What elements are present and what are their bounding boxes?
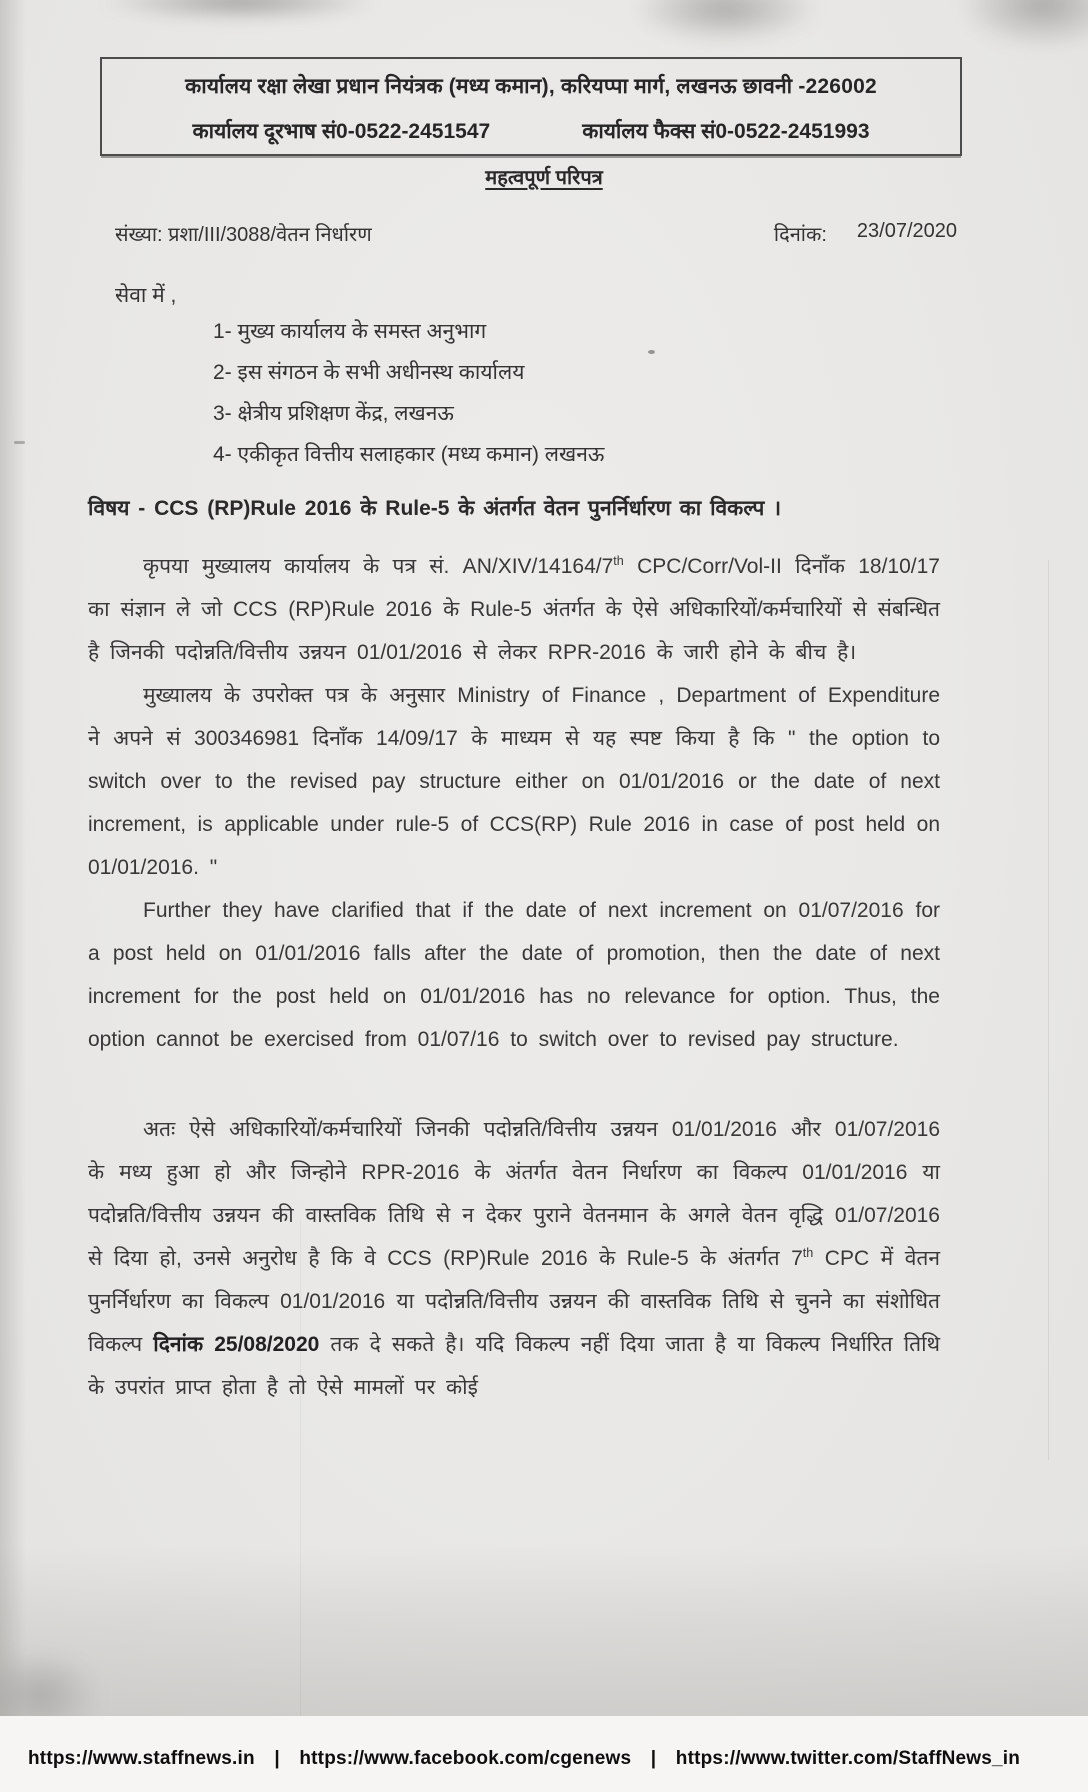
footer-links (28, 1748, 1020, 1770)
letter-body (88, 545, 940, 1409)
office-name: कार्यालय रक्षा लेखा प्रधान नियंत्रक (मध्य कमान), करियप्पा मार्ग, लखनऊ छावनी -226002 (185, 75, 877, 98)
scan-speck (648, 350, 655, 354)
addressee-item: 4- एकीकृत वित्तीय सलाहकार (मध्य कमान) लखनऊ (213, 443, 605, 466)
subject-line: विषय - CCS (RP)Rule 2016 के Rule-5 के अंतर्गत वेतन पुनर्निर्धारण का विकल्प । (88, 497, 782, 520)
scan-shading-bottom (0, 1545, 1088, 1716)
footer-separator: | (274, 1748, 280, 1769)
addressee-item: 1- मुख्य कार्यालय के समस्त अनुभाग (213, 320, 487, 343)
circular-title: महत्वपूर्ण परिपत्र (485, 167, 603, 189)
reference-number: संख्या: प्रशा/III/3088/वेतन निर्धारण (115, 224, 372, 246)
scan-speck (14, 441, 25, 444)
addressee-item: 2- इस संगठन के सभी अधीनस्थ कार्यालय (213, 361, 525, 384)
body-paragraph-4: अतः ऐसे अधिकारियों/कर्मचारियों जिनकी पदोन्नति/वित्तीय उन्नयन 01/01/2016 और 01/07/2016 के मध्य हुआ हो और जिन्होने RPR-2016 के अंतर्गत वेतन निर्धारण का विकल्प 01/01/2016 या पदोन्नति/वित्तीय उन्नयन की वास्तविक तिथि से न देकर पुराने वेतनमान के अगले वेतन वृद्धि 01/07/2016 से दिया हो, उनसे अनुरोध है कि वे CCS (RP)Rule 2016 के Rule-5 के अंतर्गत 7th CPC में वेतन पुनर्निर्धारण का विकल्प 01/01/2016 या पदोन्नति/वित्तीय उन्नयन की वास्तविक तिथि से चुनने का संशोधित विकल्प दिनांक 25/08/2020 तक दे सकते है। यदि विकल्प नहीं दिया जाता है या विकल्प निर्धारित तिथि के उपरांत प्राप्त होता है तो ऐसे मामलों पर कोई (88, 1118, 941, 1399)
footer-link-twitter: https://www.twitter.com/StaffNews_in (675, 1748, 1021, 1769)
footer-link-facebook: https://www.facebook.com/cgenews (299, 1748, 632, 1769)
date-label: दिनांक: (773, 224, 827, 246)
date-value: 23/07/2020 (856, 220, 957, 242)
office-phone: कार्यालय दूरभाष सं0-0522-2451547 (192, 120, 491, 143)
paper-crease-right (1048, 560, 1049, 1460)
footer-separator: | (650, 1748, 657, 1769)
scan-smudge-top-right (958, 0, 1088, 50)
addressee-item: 3- क्षेत्रीय प्रशिक्षण केंद्र, लखनऊ (213, 402, 454, 425)
salutation: सेवा में , (115, 284, 177, 307)
letterhead-box (100, 57, 962, 156)
body-paragraph-3: Further they have clarified that if the date of next increment on 01/07/2016 for a post held on 01/01/2016 falls after the date of promotion, then the date of next increment for the post held on 01/01/2016 has no relevance for option. Thus, the option cannot be exercised from 01/07/16 to switch over to revised pay structure. (88, 899, 940, 1051)
body-paragraph-1: कृपया मुख्यालय कार्यालय के पत्र सं. AN/XIV/14164/7th CPC/Corr/Vol-II दिनाँक 18/10/17 का संज्ञान ले जो CCS (RP)Rule 2016 के Rule-5 अंतर्गत के ऐसे अधिकारियों/कर्मचारियों से संबन्धित है जिनकी पदोन्नति/वित्तीय उन्नयन 01/01/2016 से लेकर RPR-2016 के जारी होने के बीच है। (88, 554, 940, 664)
scan-smudge-top-center (630, 0, 820, 44)
reference-row (115, 220, 957, 247)
scan-edge-shadow-left (0, 0, 26, 1792)
addressee-list (213, 321, 604, 485)
scan-smudge-top-left (100, 0, 380, 22)
footer-link-staffnews: https://www.staffnews.in (28, 1748, 255, 1769)
footer-bar (0, 1716, 1088, 1792)
office-fax: कार्यालय फैक्स सं0-0522-2451993 (582, 120, 870, 143)
body-paragraph-2: मुख्यालय के उपरोक्त पत्र के अनुसार Ministry of Finance , Department of Expenditure ने अपने सं 300346981 दिनाँक 14/09/17 के माध्यम से यह स्पष्ट किया है कि " the option to switch over to the revised pay structure either on 01/01/2016 or the date of next increment, is applicable under rule-5 of CCS(RP) Rule 2016 in case of post held on 01/01/2016. " (88, 684, 940, 879)
